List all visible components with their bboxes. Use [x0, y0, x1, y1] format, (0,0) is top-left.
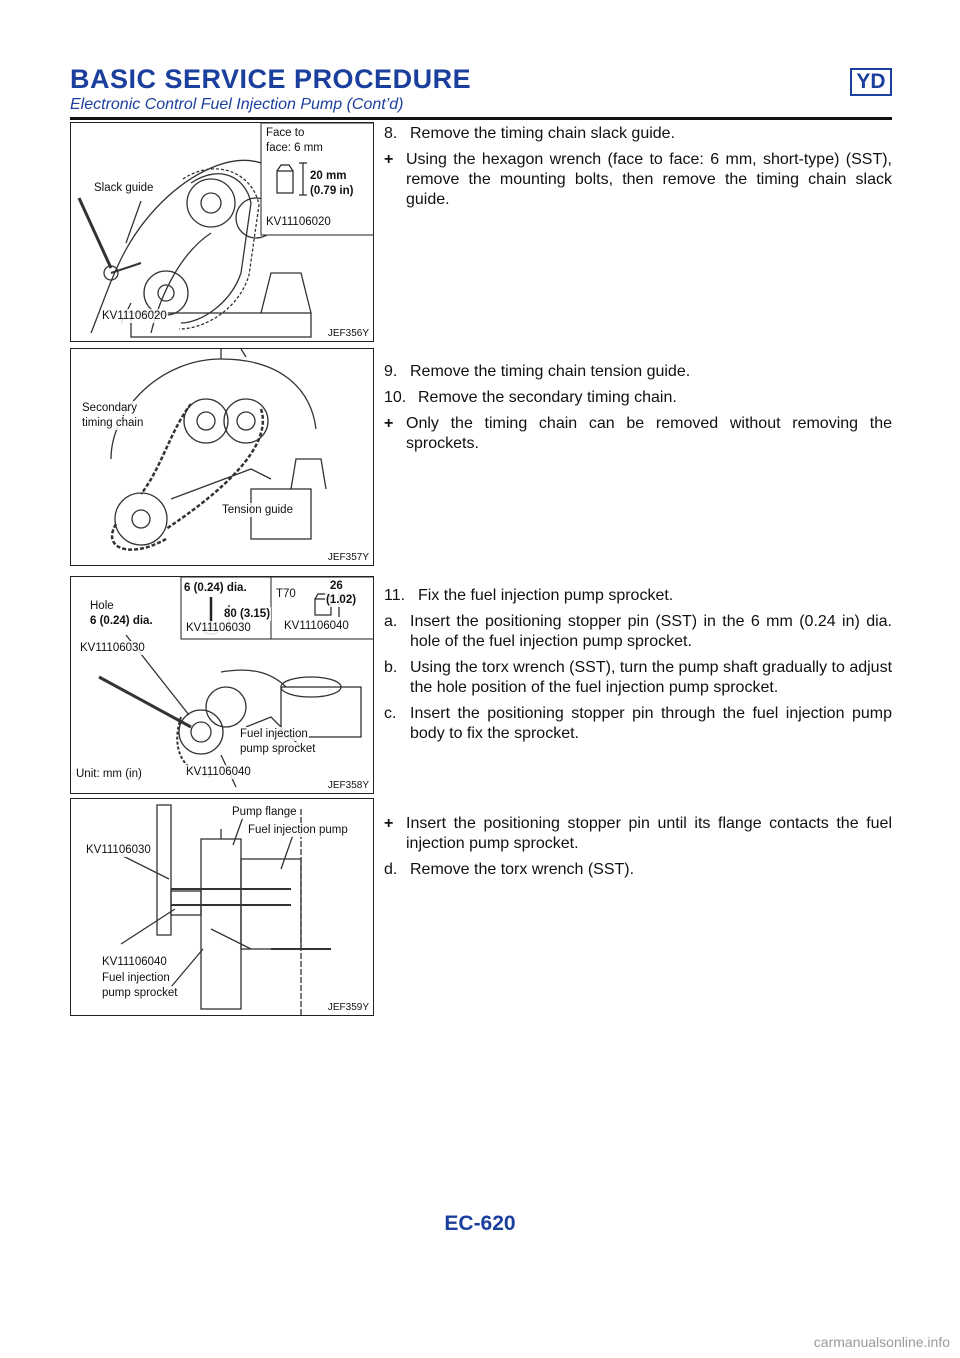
page-number: EC-620	[444, 1212, 516, 1235]
watermark: carmanualsonline.info	[813, 1334, 950, 1350]
label-timing-chain: timing chain	[82, 417, 144, 429]
step-10	[384, 388, 892, 408]
bullet-mark: +	[384, 151, 394, 168]
figure-pump-flange	[70, 798, 374, 1016]
label-hole: Hole	[90, 600, 114, 612]
page-header	[70, 64, 892, 120]
step-text: Insert the positioning stopper pin (SST) in the 6 mm (0.24 in) dia. hole of the fuel injection pump sprocket.	[410, 613, 892, 650]
step-letter: c.	[384, 705, 397, 722]
label-fuel-pump: Fuel injection pump	[248, 824, 348, 836]
step-11c	[384, 704, 892, 744]
step-11-block	[384, 586, 892, 750]
step-text: Fix the fuel injection pump sprocket.	[418, 587, 674, 604]
label-tool-inset: KV11106020	[266, 216, 331, 228]
figure-code: JEF356Y	[327, 328, 369, 339]
step-text: Remove the timing chain tension guide.	[410, 363, 691, 380]
label-tension-guide: Tension guide	[222, 504, 293, 516]
label-pin-tool-main: KV11106030	[80, 642, 145, 654]
label-secondary: Secondary	[82, 402, 137, 414]
step-11-note	[384, 814, 892, 854]
step-letter: b.	[384, 659, 398, 676]
label-pin-tool: KV11106030	[186, 622, 251, 634]
step-letter: a.	[384, 613, 398, 630]
step-text: Remove the timing chain slack guide.	[410, 125, 676, 142]
figure-stopper-pin	[70, 576, 374, 794]
step-11d	[384, 860, 892, 880]
label-torx-tool: KV11106040	[284, 620, 349, 632]
step-9	[384, 362, 892, 382]
label-pin-length: 80 (3.15)	[224, 608, 271, 620]
step-text: Remove the secondary timing chain.	[418, 389, 677, 406]
label-length-in: (0.79 in)	[310, 185, 354, 197]
step-letter: d.	[384, 861, 398, 878]
label-t70: T70	[276, 588, 296, 600]
label-pin-tool: KV11106030	[86, 844, 151, 856]
label-torx-size-in: (1.02)	[326, 594, 357, 606]
step-number: 11.	[384, 587, 406, 604]
figure-code: JEF357Y	[327, 552, 369, 563]
label-pump-flange: Pump flange	[232, 806, 297, 818]
figure-code: JEF359Y	[327, 1002, 369, 1013]
label-tool-main: KV11106020	[102, 310, 167, 322]
note-text: Only the timing chain can be removed without removing the sprockets.	[406, 415, 892, 452]
section-title: BASIC SERVICE PROCEDURE	[70, 64, 472, 94]
section-subtitle: Electronic Control Fuel Injection Pump (Cont’d)	[70, 96, 404, 113]
label-sprocket-2: pump sprocket	[102, 987, 178, 999]
figure-tension-guide	[70, 348, 374, 566]
step-text: Using the torx wrench (SST), turn the pump shaft gradually to adjust the hole position of the fuel injection pump sprocket.	[410, 659, 893, 696]
label-torx-tool: KV11106040	[102, 956, 167, 968]
label-sprocket-1: Fuel injection	[240, 728, 308, 740]
step-8-block	[384, 124, 892, 216]
step-8	[384, 124, 892, 144]
label-unit: Unit: mm (in)	[76, 768, 142, 780]
step-11b	[384, 658, 892, 698]
note-text: Insert the positioning stopper pin until its flange contacts the fuel injection pump sprocket.	[406, 815, 892, 852]
figure-code: JEF358Y	[327, 780, 369, 791]
label-torx-tool-main: KV11106040	[186, 766, 251, 778]
label-hole-dia: 6 (0.24) dia.	[90, 615, 153, 627]
step-11	[384, 586, 892, 606]
step-text: Insert the positioning stopper pin through the fuel injection pump body to fix the sprocket.	[410, 705, 892, 742]
label-pin-dia: 6 (0.24) dia.	[184, 582, 247, 594]
step-number: 9.	[384, 363, 398, 380]
bullet-mark: +	[384, 415, 394, 432]
step-8-note	[384, 150, 892, 210]
label-sprocket-2: pump sprocket	[240, 743, 316, 755]
tension-guide-illustration	[71, 349, 374, 566]
step-number: 8.	[384, 125, 398, 142]
step-11a	[384, 612, 892, 652]
step-11-continued-block	[384, 814, 892, 886]
step-number: 10.	[384, 389, 407, 406]
note-text: Using the hexagon wrench (face to face: 6 mm, short-type) (SST), remove the mounting bolts, then remove the timing chain slack guide.	[406, 151, 892, 208]
label-length: 20 mm	[310, 170, 347, 182]
step-9-10-block	[384, 362, 892, 460]
engine-badge: YD	[850, 68, 892, 96]
label-sprocket-1: Fuel injection	[102, 972, 170, 984]
bullet-mark: +	[384, 815, 394, 832]
label-face-size: face: 6 mm	[266, 142, 323, 154]
label-slack-guide: Slack guide	[94, 182, 154, 194]
figure-slack-guide	[70, 122, 374, 342]
label-torx-size: 26	[330, 580, 343, 592]
step-10-note	[384, 414, 892, 454]
step-text: Remove the torx wrench (SST).	[410, 861, 635, 878]
label-face-to: Face to	[266, 127, 305, 139]
